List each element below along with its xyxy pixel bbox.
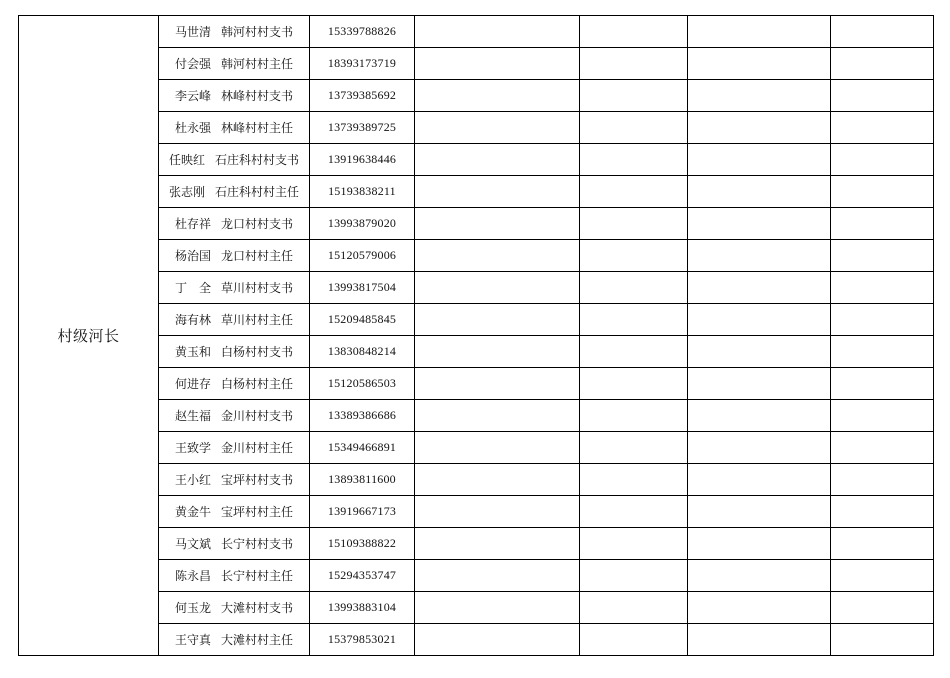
river-chief-table	[18, 15, 934, 656]
person-title: 韩河村村支书	[221, 25, 294, 39]
empty-cell	[415, 208, 580, 240]
empty-cell	[831, 496, 934, 528]
phone-number: 13993883104	[310, 592, 415, 624]
person-name: 黄金牛	[174, 505, 211, 519]
empty-cell	[688, 432, 831, 464]
empty-cell	[580, 400, 688, 432]
empty-cell	[688, 560, 831, 592]
person-title: 大滩村村支书	[221, 601, 294, 615]
phone-number: 15193838211	[310, 176, 415, 208]
empty-cell	[415, 336, 580, 368]
empty-cell	[688, 304, 831, 336]
person-cell	[159, 496, 310, 528]
person-cell	[159, 400, 310, 432]
empty-cell	[415, 496, 580, 528]
person-cell	[159, 112, 310, 144]
empty-cell	[580, 208, 688, 240]
phone-number: 15349466891	[310, 432, 415, 464]
person-cell	[159, 304, 310, 336]
empty-cell	[831, 592, 934, 624]
person-title: 草川村村主任	[221, 313, 294, 327]
person-cell	[159, 336, 310, 368]
person-cell	[159, 560, 310, 592]
empty-cell	[831, 624, 934, 656]
empty-cell	[580, 240, 688, 272]
empty-cell	[688, 368, 831, 400]
person-title: 长宁村村主任	[221, 569, 294, 583]
empty-cell	[831, 528, 934, 560]
empty-cell	[580, 304, 688, 336]
empty-cell	[831, 368, 934, 400]
phone-number: 13993879020	[310, 208, 415, 240]
person-title: 石庄科村村主任	[215, 185, 300, 199]
person-name: 杜存祥	[174, 217, 211, 231]
phone-number: 15120586503	[310, 368, 415, 400]
person-title: 宝坪村村主任	[221, 505, 294, 519]
phone-number: 15209485845	[310, 304, 415, 336]
empty-cell	[688, 336, 831, 368]
person-title: 林峰村村主任	[221, 121, 294, 135]
empty-cell	[415, 240, 580, 272]
empty-cell	[831, 464, 934, 496]
person-cell	[159, 592, 310, 624]
person-cell	[159, 432, 310, 464]
person-name: 马世清	[174, 25, 211, 39]
person-cell	[159, 16, 310, 48]
empty-cell	[415, 144, 580, 176]
empty-cell	[831, 560, 934, 592]
empty-cell	[831, 16, 934, 48]
phone-number: 13893811600	[310, 464, 415, 496]
person-name: 任映红	[168, 153, 205, 167]
person-name: 马文斌	[174, 537, 211, 551]
phone-number: 13389386686	[310, 400, 415, 432]
empty-cell	[415, 112, 580, 144]
empty-cell	[688, 272, 831, 304]
empty-cell	[580, 624, 688, 656]
phone-number: 15339788826	[310, 16, 415, 48]
person-cell	[159, 144, 310, 176]
empty-cell	[688, 16, 831, 48]
person-name: 何玉龙	[174, 601, 211, 615]
empty-cell	[580, 112, 688, 144]
empty-cell	[831, 144, 934, 176]
person-cell	[159, 48, 310, 80]
phone-number: 15294353747	[310, 560, 415, 592]
phone-number: 13919667173	[310, 496, 415, 528]
empty-cell	[688, 80, 831, 112]
person-cell	[159, 528, 310, 560]
empty-cell	[415, 16, 580, 48]
empty-cell	[688, 496, 831, 528]
empty-cell	[580, 432, 688, 464]
empty-cell	[831, 112, 934, 144]
empty-cell	[688, 592, 831, 624]
empty-cell	[688, 208, 831, 240]
person-name: 杨治国	[174, 249, 211, 263]
phone-number: 15109388822	[310, 528, 415, 560]
person-name: 王致学	[174, 441, 211, 455]
person-title: 白杨村村主任	[221, 377, 294, 391]
person-cell	[159, 208, 310, 240]
empty-cell	[415, 176, 580, 208]
person-cell	[159, 80, 310, 112]
empty-cell	[415, 464, 580, 496]
phone-number: 15120579006	[310, 240, 415, 272]
empty-cell	[580, 464, 688, 496]
empty-cell	[688, 240, 831, 272]
empty-cell	[580, 80, 688, 112]
table-row	[19, 16, 934, 48]
empty-cell	[688, 144, 831, 176]
empty-cell	[831, 432, 934, 464]
person-title: 龙口村村主任	[221, 249, 294, 263]
phone-number: 18393173719	[310, 48, 415, 80]
person-cell	[159, 624, 310, 656]
person-cell	[159, 464, 310, 496]
person-name: 海有林	[174, 313, 211, 327]
empty-cell	[415, 560, 580, 592]
empty-cell	[415, 592, 580, 624]
empty-cell	[688, 176, 831, 208]
person-name: 陈永昌	[174, 569, 211, 583]
empty-cell	[688, 528, 831, 560]
empty-cell	[580, 272, 688, 304]
person-name: 张志刚	[168, 185, 205, 199]
empty-cell	[831, 48, 934, 80]
person-name: 丁 全	[174, 281, 211, 295]
empty-cell	[580, 560, 688, 592]
empty-cell	[688, 624, 831, 656]
empty-cell	[415, 368, 580, 400]
empty-cell	[831, 176, 934, 208]
empty-cell	[688, 112, 831, 144]
empty-cell	[580, 16, 688, 48]
person-cell	[159, 272, 310, 304]
empty-cell	[831, 272, 934, 304]
empty-cell	[415, 304, 580, 336]
person-name: 赵生福	[174, 409, 211, 423]
empty-cell	[415, 432, 580, 464]
phone-number: 13830848214	[310, 336, 415, 368]
person-name: 王小红	[174, 473, 211, 487]
empty-cell	[580, 144, 688, 176]
empty-cell	[831, 336, 934, 368]
person-name: 何进存	[174, 377, 211, 391]
phone-number: 13739385692	[310, 80, 415, 112]
person-name: 杜永强	[174, 121, 211, 135]
phone-number: 13739389725	[310, 112, 415, 144]
person-title: 龙口村村支书	[221, 217, 294, 231]
empty-cell	[580, 48, 688, 80]
person-title: 林峰村村支书	[221, 89, 294, 103]
empty-cell	[580, 592, 688, 624]
empty-cell	[415, 80, 580, 112]
person-title: 金川村村支书	[221, 409, 294, 423]
person-title: 宝坪村村支书	[221, 473, 294, 487]
person-title: 金川村村主任	[221, 441, 294, 455]
person-title: 草川村村支书	[221, 281, 294, 295]
empty-cell	[688, 400, 831, 432]
empty-cell	[415, 400, 580, 432]
empty-cell	[580, 496, 688, 528]
person-name: 王守真	[174, 633, 211, 647]
table-body	[19, 16, 934, 656]
empty-cell	[688, 464, 831, 496]
empty-cell	[580, 368, 688, 400]
empty-cell	[415, 48, 580, 80]
person-cell	[159, 176, 310, 208]
phone-number: 15379853021	[310, 624, 415, 656]
role-label: 村级河长	[19, 16, 159, 656]
empty-cell	[580, 176, 688, 208]
phone-number: 13993817504	[310, 272, 415, 304]
empty-cell	[415, 624, 580, 656]
person-name: 付会强	[174, 57, 211, 71]
empty-cell	[831, 80, 934, 112]
person-title: 石庄科村村支书	[215, 153, 300, 167]
empty-cell	[831, 400, 934, 432]
person-title: 长宁村村支书	[221, 537, 294, 551]
empty-cell	[580, 528, 688, 560]
phone-number: 13919638446	[310, 144, 415, 176]
empty-cell	[831, 304, 934, 336]
empty-cell	[580, 336, 688, 368]
person-title: 白杨村村支书	[221, 345, 294, 359]
empty-cell	[415, 272, 580, 304]
empty-cell	[831, 240, 934, 272]
person-name: 黄玉和	[174, 345, 211, 359]
empty-cell	[415, 528, 580, 560]
person-title: 韩河村村主任	[221, 57, 294, 71]
empty-cell	[688, 48, 831, 80]
person-cell	[159, 240, 310, 272]
empty-cell	[831, 208, 934, 240]
person-cell	[159, 368, 310, 400]
person-name: 李云峰	[174, 89, 211, 103]
person-title: 大滩村村主任	[221, 633, 294, 647]
